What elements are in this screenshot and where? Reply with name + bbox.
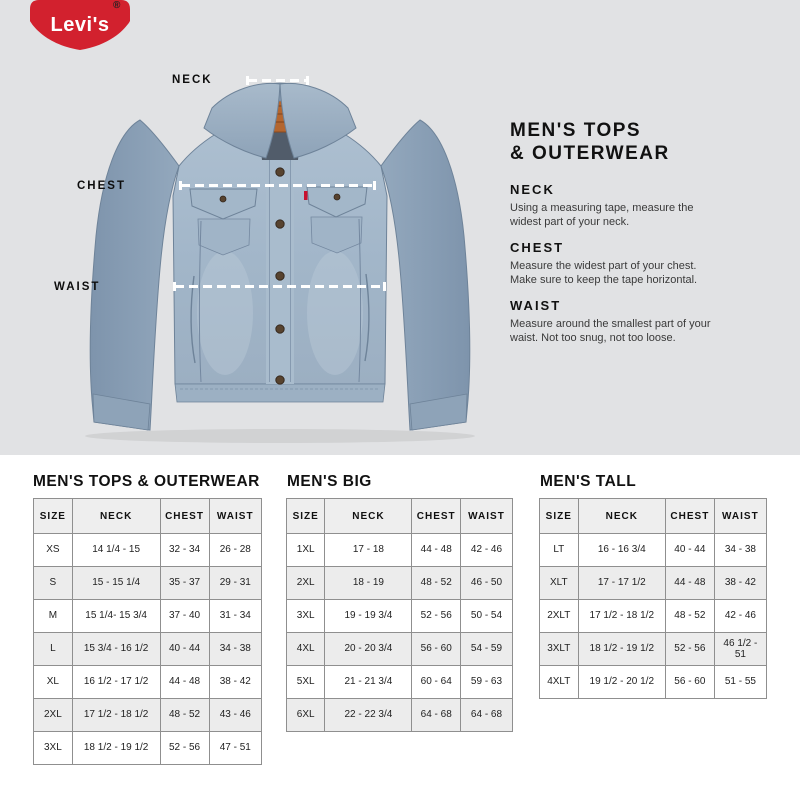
size-row: [540, 567, 767, 600]
size-cell: 56 - 60: [412, 633, 461, 666]
size-row: [287, 633, 513, 666]
size-row: [34, 732, 262, 765]
size-cell: 46 1/2 - 51: [714, 633, 766, 666]
size-row: [34, 666, 262, 699]
size-row: [34, 534, 262, 567]
jacket-shadow: [85, 429, 475, 443]
size-row: [540, 534, 767, 567]
size-cell: 52 - 56: [412, 600, 461, 633]
guide-chest-text: Measure the widest part of your chest. Make sure to keep the tape horizontal.: [510, 259, 698, 286]
size-cell: 50 - 54: [461, 600, 513, 633]
size-cell: 18 1/2 - 19 1/2: [578, 633, 665, 666]
size-cell: 38 - 42: [714, 567, 766, 600]
size-cell: 56 - 60: [665, 666, 714, 699]
column-header: WAIST: [461, 499, 513, 534]
column-header: WAIST: [714, 499, 766, 534]
chest-measure-line: [181, 184, 374, 187]
size-cell: M: [34, 600, 73, 633]
guide-section-chest: [510, 240, 748, 287]
size-cell: 2XL: [287, 567, 325, 600]
guide-waist-text: Measure around the smallest part of your waist. Not too snug, not too loose.: [510, 317, 711, 344]
column-header: CHEST: [412, 499, 461, 534]
size-cell: 15 1/4- 15 3/4: [72, 600, 160, 633]
size-cell: 1XL: [287, 534, 325, 567]
size-row: [540, 600, 767, 633]
chest-annotation-label: CHEST: [77, 180, 126, 192]
size-cell: 6XL: [287, 699, 325, 732]
column-header: SIZE: [287, 499, 325, 534]
size-cell: 52 - 56: [160, 732, 209, 765]
size-cell: 5XL: [287, 666, 325, 699]
guide-title-line1: MEN'S TOPS: [510, 120, 642, 141]
column-header: SIZE: [540, 499, 579, 534]
size-cell: 40 - 44: [160, 633, 209, 666]
column-header: SIZE: [34, 499, 73, 534]
jacket-hem-band: [175, 384, 385, 402]
size-cell: 44 - 48: [160, 666, 209, 699]
size-cell: 43 - 46: [209, 699, 261, 732]
left-flap-button: [220, 196, 226, 202]
guide-title: [510, 120, 748, 166]
levis-wordmark: Levi's: [50, 14, 110, 36]
size-cell: 21 - 21 3/4: [325, 666, 412, 699]
guide-waist-label: WAIST: [510, 297, 562, 313]
size-cell: 64 - 68: [412, 699, 461, 732]
size-cell: 17 - 17 1/2: [578, 567, 665, 600]
size-cell: 17 1/2 - 18 1/2: [578, 600, 665, 633]
column-header: CHEST: [665, 499, 714, 534]
size-cell: LT: [540, 534, 579, 567]
registered-trademark: ®: [113, 0, 121, 11]
size-cell: 18 1/2 - 19 1/2: [72, 732, 160, 765]
guide-section-waist: [510, 298, 748, 345]
size-cell: 3XL: [34, 732, 73, 765]
size-row: [287, 666, 513, 699]
measuring-guide: [510, 120, 748, 356]
column-header: NECK: [325, 499, 412, 534]
size-cell: 37 - 40: [160, 600, 209, 633]
size-cell: 48 - 52: [160, 699, 209, 732]
size-cell: 20 - 20 3/4: [325, 633, 412, 666]
waist-measure-line: [175, 285, 384, 288]
size-row: [540, 633, 767, 666]
size-row: [34, 633, 262, 666]
size-cell: 48 - 52: [412, 567, 461, 600]
wash-highlight-left: [197, 251, 253, 375]
column-header: NECK: [578, 499, 665, 534]
wash-highlight-right: [307, 251, 363, 375]
size-cell: S: [34, 567, 73, 600]
size-cell: 19 1/2 - 20 1/2: [578, 666, 665, 699]
size-cell: 19 - 19 3/4: [325, 600, 412, 633]
size-cell: 59 - 63: [461, 666, 513, 699]
guide-chest-label: CHEST: [510, 239, 565, 255]
size-cell: 26 - 28: [209, 534, 261, 567]
size-cell: XLT: [540, 567, 579, 600]
table-title-tops-outerwear: MEN'S TOPS & OUTERWEAR: [33, 473, 260, 490]
size-cell: L: [34, 633, 73, 666]
size-row: [34, 699, 262, 732]
header-row: [287, 499, 513, 534]
waist-annotation-label: WAIST: [54, 281, 101, 293]
guide-neck-text: Using a measuring tape, measure the widest part of your neck.: [510, 201, 694, 228]
size-cell: 38 - 42: [209, 666, 261, 699]
size-row: [287, 534, 513, 567]
size-row: [287, 567, 513, 600]
button-placket: [266, 156, 294, 384]
size-table-tops-outerwear: [33, 498, 262, 765]
size-cell: 29 - 31: [209, 567, 261, 600]
size-cell: 44 - 48: [665, 567, 714, 600]
table-title-tall: MEN'S TALL: [540, 473, 637, 490]
red-tab: [304, 191, 308, 200]
size-row: [287, 699, 513, 732]
size-cell: 64 - 68: [461, 699, 513, 732]
size-cell: 34 - 38: [209, 633, 261, 666]
size-cell: 34 - 38: [714, 534, 766, 567]
size-cell: 3XLT: [540, 633, 579, 666]
size-cell: 46 - 50: [461, 567, 513, 600]
size-cell: 32 - 34: [160, 534, 209, 567]
size-cell: 3XL: [287, 600, 325, 633]
size-row: [287, 600, 513, 633]
size-cell: 18 - 19: [325, 567, 412, 600]
size-cell: 54 - 59: [461, 633, 513, 666]
neck-measure-line: [248, 79, 307, 82]
size-cell: 17 - 18: [325, 534, 412, 567]
size-cell: 14 1/4 - 15: [72, 534, 160, 567]
size-cell: 42 - 46: [461, 534, 513, 567]
size-cell: 2XL: [34, 699, 73, 732]
column-header: WAIST: [209, 499, 261, 534]
size-cell: 35 - 37: [160, 567, 209, 600]
size-cell: 60 - 64: [412, 666, 461, 699]
neck-annotation-label: NECK: [172, 74, 213, 86]
size-cell: 17 1/2 - 18 1/2: [72, 699, 160, 732]
size-cell: 48 - 52: [665, 600, 714, 633]
size-table-tall: [539, 498, 767, 699]
size-cell: 22 - 22 3/4: [325, 699, 412, 732]
right-flap-button: [334, 194, 340, 200]
column-header: CHEST: [160, 499, 209, 534]
size-row: [540, 666, 767, 699]
guide-section-neck: [510, 182, 748, 229]
header-row: [540, 499, 767, 534]
guide-title-line2: & OUTERWEAR: [510, 142, 670, 164]
size-cell: 2XLT: [540, 600, 579, 633]
size-cell: 15 3/4 - 16 1/2: [72, 633, 160, 666]
table-title-big: MEN'S BIG: [287, 473, 372, 490]
size-cell: 44 - 48: [412, 534, 461, 567]
size-cell: 16 - 16 3/4: [578, 534, 665, 567]
size-row: [34, 567, 262, 600]
size-cell: XS: [34, 534, 73, 567]
jacket-left-sleeve: [90, 120, 179, 430]
header-row: [34, 499, 262, 534]
size-cell: 16 1/2 - 17 1/2: [72, 666, 160, 699]
size-cell: 4XLT: [540, 666, 579, 699]
size-cell: 40 - 44: [665, 534, 714, 567]
size-cell: 42 - 46: [714, 600, 766, 633]
size-cell: 15 - 15 1/4: [72, 567, 160, 600]
denim-jacket-illustration: [60, 68, 490, 443]
size-cell: 51 - 55: [714, 666, 766, 699]
jacket-right-sleeve: [381, 120, 470, 430]
size-table-big: [286, 498, 513, 732]
size-cell: XL: [34, 666, 73, 699]
size-cell: 4XL: [287, 633, 325, 666]
column-header: NECK: [72, 499, 160, 534]
size-cell: 52 - 56: [665, 633, 714, 666]
guide-neck-label: NECK: [510, 181, 555, 197]
size-cell: 47 - 51: [209, 732, 261, 765]
size-cell: 31 - 34: [209, 600, 261, 633]
size-row: [34, 600, 262, 633]
